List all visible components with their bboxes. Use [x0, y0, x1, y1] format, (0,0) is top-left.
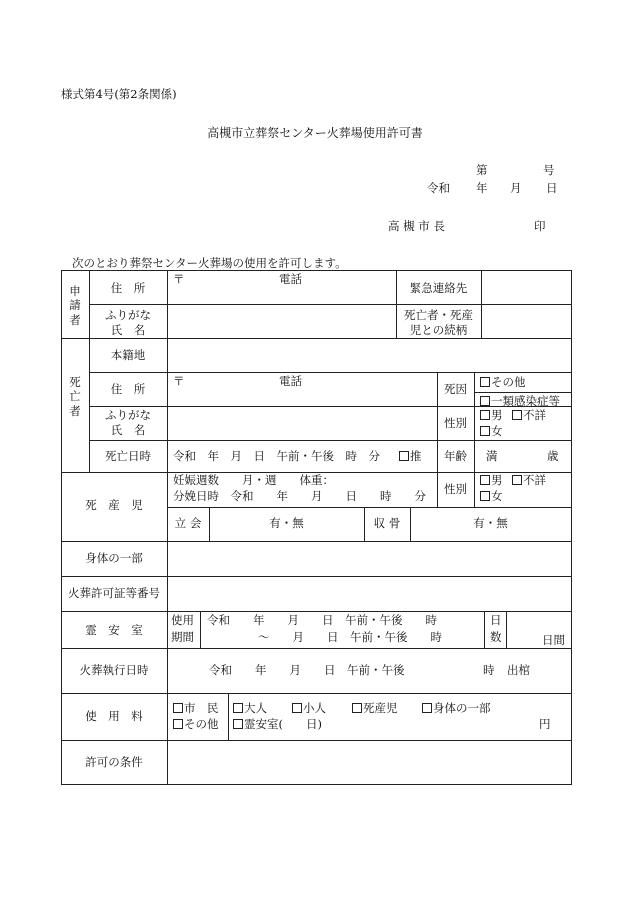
permit-form-table	[61, 270, 572, 785]
deceased-furigana-label: ふりがな	[105, 408, 151, 422]
fee-body-part-label: 身体の一部	[433, 701, 491, 715]
stillbirth-section-label: 死 産 児	[85, 498, 143, 512]
fee-other-label: その他	[184, 717, 219, 731]
deceased-sex-unknown-label: 不詳	[523, 408, 546, 422]
attendance-value: 有・無	[269, 516, 304, 530]
permit-no-prefix: 第	[476, 163, 488, 177]
applicant-address-label: 住 所	[110, 281, 146, 295]
deceased-address-label: 住 所	[110, 382, 146, 396]
attendance-label: 立 会	[174, 516, 202, 530]
mortuary-period-start: 令和 年 月 日 午前・午後 時	[207, 613, 437, 627]
relation-label-2: 児との続柄	[409, 323, 468, 337]
bone-collection-label: 収 骨	[373, 516, 401, 530]
fee-label: 使 用 料	[85, 709, 143, 723]
applicant-phone-label: 電話	[279, 272, 302, 286]
death-estimate-label: 推	[410, 449, 422, 463]
form-number: 様式第4号(第2条関係)	[61, 87, 177, 101]
fee-child-label: 小人	[303, 701, 326, 715]
cause-infectious-checkbox[interactable]	[480, 394, 560, 408]
deceased-name-label: 氏 名	[110, 423, 146, 437]
death-datetime-label: 死亡日時	[105, 449, 151, 463]
mortuary-days-label-1: 日	[490, 613, 502, 627]
mortuary-days-unit: 日間	[542, 633, 565, 647]
stillbirth-sex-unknown-checkbox[interactable]	[512, 473, 546, 487]
mortuary-days-label-2: 数	[490, 630, 502, 644]
fee-body-part-checkbox[interactable]	[422, 701, 491, 715]
stillbirth-sex-female-label: 女	[491, 489, 503, 503]
deceased-sex-unknown-checkbox[interactable]	[512, 408, 546, 422]
cremation-datetime-label: 火葬執行日時	[79, 663, 149, 677]
deceased-sex-female-checkbox[interactable]	[480, 424, 503, 438]
deceased-sex-male-checkbox[interactable]	[480, 408, 503, 422]
bone-collection-value: 有・無	[473, 516, 508, 530]
issue-date-year: 年	[476, 181, 488, 195]
stillbirth-sex-unknown-label: 不詳	[523, 473, 546, 487]
issue-date-era: 令和	[427, 181, 450, 195]
age-full-label: 満	[486, 449, 498, 463]
issuer: 高 槻 市 長	[388, 219, 445, 233]
fee-mortuary-checkbox[interactable]	[233, 717, 322, 731]
cremation-hour-label: 時	[483, 663, 495, 677]
deceased-postal-mark: 〒	[173, 374, 185, 388]
fee-resident-checkbox[interactable]	[173, 701, 219, 715]
mortuary-label: 霊 安 室	[85, 623, 143, 637]
stillbirth-sex-male-checkbox[interactable]	[480, 473, 503, 487]
page-title: 高槻市立葬祭センター火葬場使用許可書	[207, 126, 423, 140]
cause-other-label: その他	[491, 375, 526, 389]
gestation-text: 妊娠週数 月・週 体重：	[173, 473, 334, 487]
deceased-sex-label: 性別	[444, 416, 467, 430]
delivery-datetime-text: 分娩日時 令和 年 月 日 時 分	[173, 489, 426, 503]
issue-date-month: 月	[510, 181, 522, 195]
issue-date-day: 日	[546, 181, 558, 195]
age-unit-label: 歳	[547, 449, 559, 463]
deceased-sex-male-label: 男	[491, 408, 503, 422]
deceased-sex-female-label: 女	[491, 424, 503, 438]
deceased-section-label: 死亡者	[69, 375, 81, 418]
fee-stillborn-checkbox[interactable]	[352, 701, 398, 715]
conditions-label: 許可の条件	[85, 755, 143, 769]
applicant-furigana-label: ふりがな	[105, 308, 151, 322]
cause-label: 死因	[444, 382, 467, 396]
applicant-name-label: 氏 名	[110, 323, 146, 337]
deceased-phone-label: 電話	[279, 374, 302, 388]
body-part-label: 身体の一部	[85, 551, 143, 565]
applicant-section-label: 申請者	[69, 284, 81, 327]
relation-label-1: 死亡者・死産	[404, 308, 473, 322]
applicant-postal-mark: 〒	[173, 272, 185, 286]
emergency-contact-label: 緊急連絡先	[409, 281, 468, 295]
domicile-label: 本籍地	[110, 348, 146, 362]
fee-resident-label: 市 民	[184, 701, 219, 715]
seal-mark: 印	[534, 219, 546, 233]
permit-number-label: 火葬許可証等番号	[68, 586, 160, 600]
mortuary-period-end: 〜 月 日 午前・午後 時	[258, 630, 442, 644]
fee-yen-label: 円	[539, 717, 551, 731]
stillbirth-sex-male-label: 男	[491, 473, 503, 487]
mortuary-period-label-1: 使用	[171, 613, 194, 627]
death-datetime-value: 令和 年 月 日 午前・午後 時 分	[173, 449, 380, 463]
death-estimate-checkbox[interactable]	[399, 449, 422, 463]
fee-child-checkbox[interactable]	[292, 701, 326, 715]
fee-other-checkbox[interactable]	[173, 717, 219, 731]
fee-adult-checkbox[interactable]	[233, 701, 267, 715]
cause-infectious-label: 一類感染症等	[491, 394, 560, 408]
departure-label: 出棺	[507, 663, 530, 677]
cremation-datetime-value: 令和 年 月 日 午前・午後	[209, 663, 405, 677]
mortuary-period-label-2: 期間	[171, 630, 194, 644]
fee-adult-label: 大人	[244, 701, 267, 715]
cause-other-checkbox[interactable]	[480, 375, 526, 389]
stillbirth-sex-label: 性別	[444, 482, 467, 496]
permit-no-suffix: 号	[543, 163, 555, 177]
fee-mortuary-label: 霊安室( 日)	[244, 717, 322, 731]
age-label: 年齢	[444, 449, 467, 463]
fee-stillborn-label: 死産児	[363, 701, 398, 715]
intro-text: 次のとおり葬祭センター火葬場の使用を許可します。	[72, 256, 347, 270]
stillbirth-sex-female-checkbox[interactable]	[480, 489, 503, 503]
